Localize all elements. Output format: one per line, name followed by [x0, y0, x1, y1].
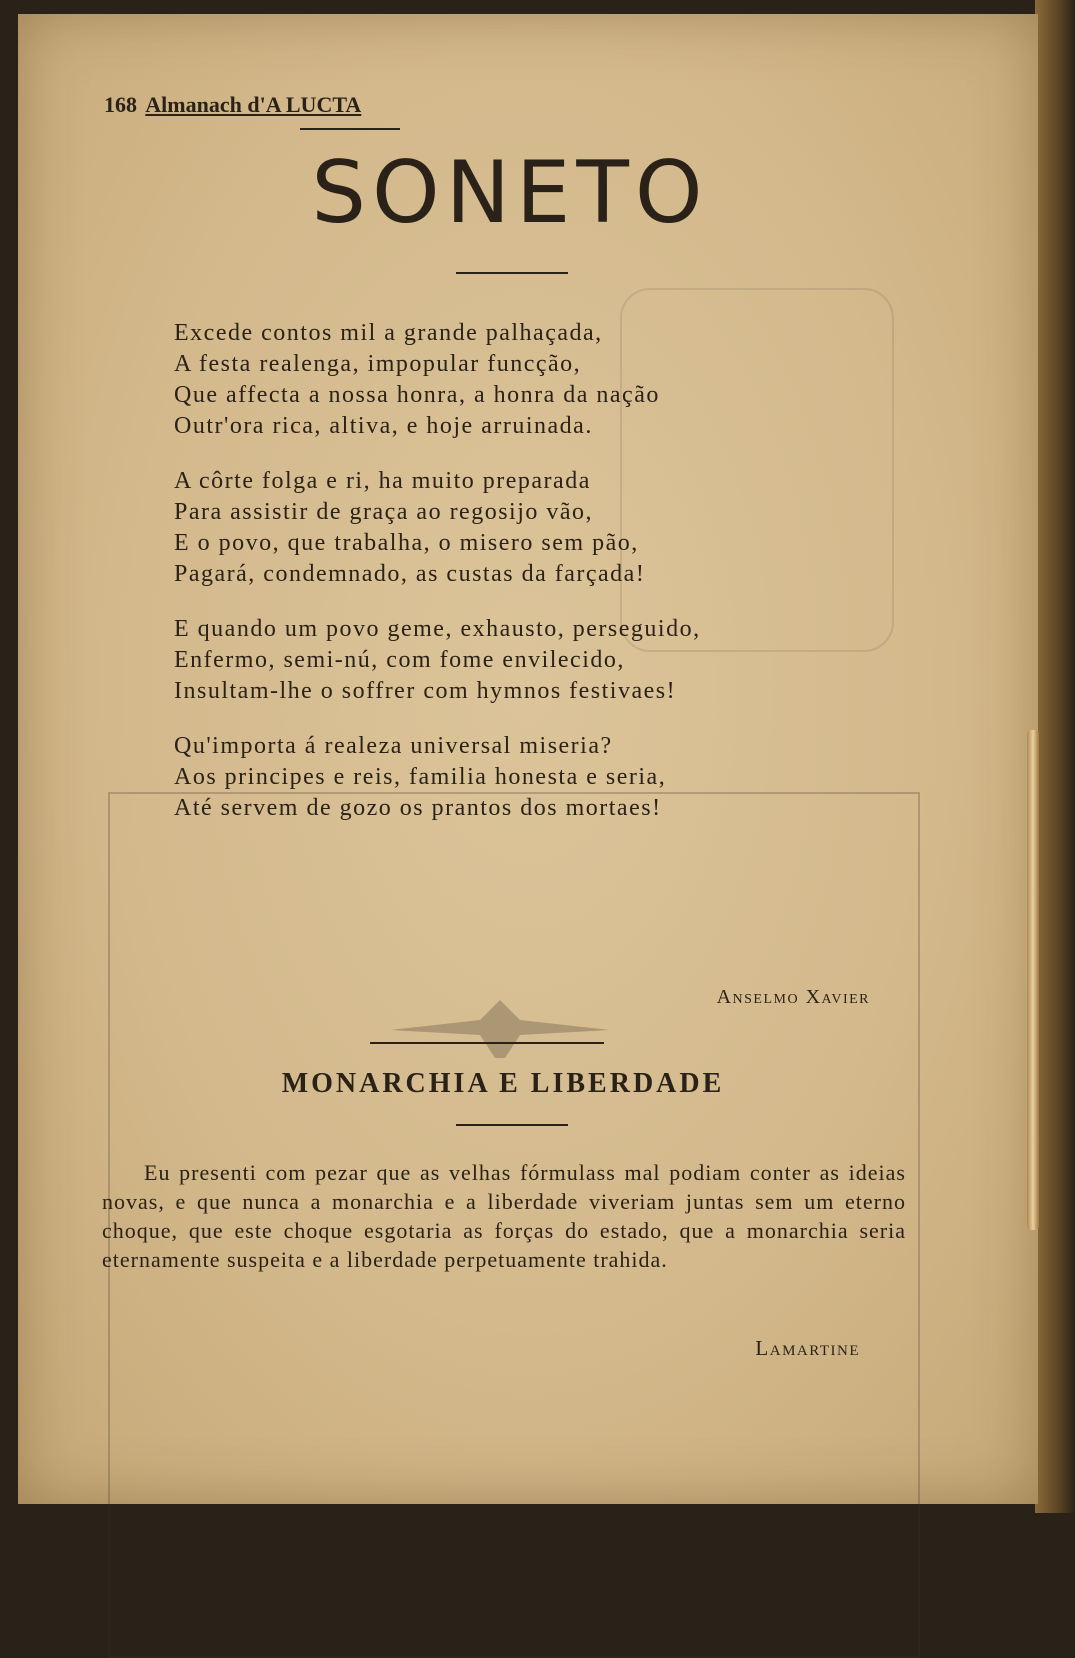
poem-line: Excede contos mil a grande palhaçada,: [174, 320, 603, 346]
poem-author: Anselmo Xavier: [716, 986, 870, 1008]
poem-body: [174, 318, 874, 848]
poem-line: A festa realenga, impopular funcção,: [174, 351, 582, 377]
stanza: [174, 731, 874, 824]
ornament-bird-icon: [380, 990, 620, 1060]
poem-line: E quando um povo geme, exhausto, perseguido,: [174, 616, 701, 642]
stanza: [174, 466, 874, 590]
article-author: Lamartine: [755, 1336, 860, 1360]
poem-title: SONETO: [311, 143, 709, 243]
poem-line: E o povo, que trabalha, o misero sem pão,: [174, 530, 639, 556]
article-title: MONARCHIA E LIBERDADE: [281, 1068, 725, 1099]
poem-line: Até servem de gozo os prantos dos mortaes!: [174, 795, 662, 821]
poem-line: Outr'ora rica, altiva, e hoje arruinada.: [174, 413, 593, 439]
page-number: 168: [104, 92, 137, 117]
stanza: [174, 318, 874, 442]
article-title-rule: [456, 1124, 568, 1126]
running-header: [104, 92, 361, 118]
poem-line: Insultam-lhe o soffrer com hymnos festivaes!: [174, 678, 677, 704]
poem-line: Aos principes e reis, familia honesta e seria,: [174, 764, 667, 790]
spine-mark: [1027, 730, 1039, 1230]
publication-title: Almanach d'A LUCTA: [145, 92, 362, 117]
page-edge: [1035, 0, 1075, 1513]
ornament-rule: [370, 1042, 604, 1044]
poem-line: Para assistir de graça ao regosijo vão,: [174, 499, 594, 525]
header-rule: [300, 128, 400, 130]
poem-line: Pagará, condemnado, as custas da farçada!: [174, 561, 646, 587]
poem-line: Que affecta a nossa honra, a honra da nação: [174, 382, 660, 408]
poem-line: Qu'importa á realeza universal miseria?: [174, 733, 613, 759]
stanza: [174, 614, 874, 707]
title-rule: [456, 272, 568, 274]
poem-line: Enfermo, semi-nú, com fome envilecido,: [174, 647, 625, 673]
article-text: Eu presenti com pezar que as velhas fórmulass mal podiam conter as ideias novas, e que nunca a monarchia e a liberdade viveriam juntas sem um eterno choque, que este choque esgotaria as forças do estado, que a monarchia seria eternamente suspeita e a liberdade perpetuamente trahida.: [102, 1160, 906, 1272]
poem-line: A côrte folga e ri, ha muito preparada: [174, 468, 591, 494]
